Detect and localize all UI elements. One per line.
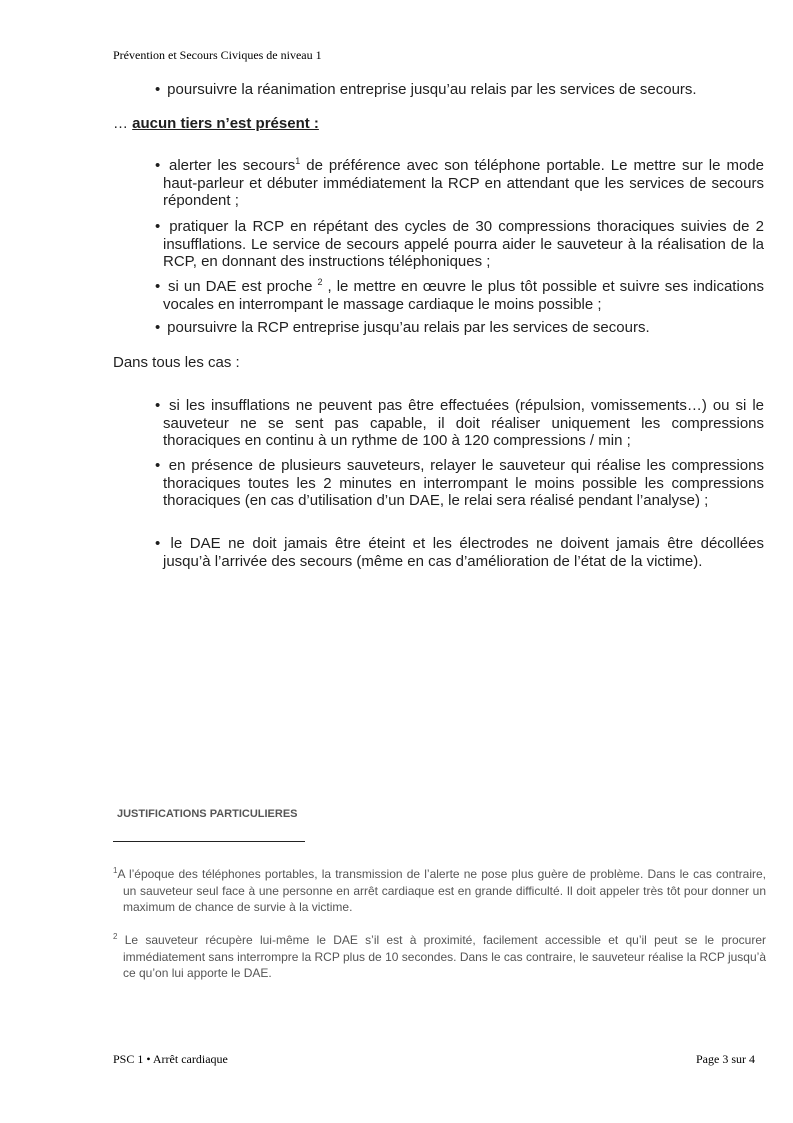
section-heading-no-third-party (113, 115, 319, 132)
bullet-alert-rescue (155, 157, 764, 210)
bullet-aed-never-off (155, 535, 764, 570)
heading-prefix: … (113, 115, 133, 132)
bullet-text-before: si un DAE est proche (168, 278, 318, 295)
footer-document-title: PSC 1 • Arrêt cardiaque (113, 1052, 228, 1066)
bullet-text: le DAE ne doit jamais être éteint et les électrodes ne doivent jamais être décollées jusqu’à l’arrivée des secours (même en cas d’amélioration de l’état de la victime). (163, 535, 764, 570)
footnote-marker-1: 1 (113, 866, 118, 875)
bullet-continue-resuscitation (155, 81, 764, 99)
footnote-ref-2[interactable]: 2 (317, 277, 323, 287)
bullet-dot: • (155, 218, 161, 235)
bullet-text: pratiquer la RCP en répétant des cycles de 30 compressions thoraciques suivies de 2 insufflations. Le service de secours appelé pourra aider le sauveteur à la réalisation de la RCP, en donnant des instructions téléphoniques ; (163, 218, 764, 270)
section-heading-all-cases: Dans tous les cas : (113, 354, 240, 371)
bullet-text: poursuivre la RCP entreprise jusqu’au relais par les services de secours. (167, 319, 650, 336)
bullet-dot: • (155, 397, 161, 414)
bullet-text-before: alerter les secours (169, 157, 296, 174)
bullet-dot: • (155, 535, 161, 552)
bullet-text: si les insufflations ne peuvent pas être effectuées (répulsion, vomissements…) ou si le sauveteur ne se sent pas capable, il doit réaliser uniquement les compressions thoraciques en continu à un rythme de 100 à 120 compressions / min ; (163, 397, 764, 449)
bullet-use-aed (155, 278, 764, 313)
running-header: Prévention et Secours Civiques de niveau 1 (113, 48, 322, 62)
footnote-1 (113, 866, 766, 916)
bullet-dot: • (155, 81, 161, 98)
bullet-dot: • (155, 157, 161, 174)
bullet-text-after: , le mettre en œuvre le plus tôt possible et suivre ses indications vocales en interrompant le massage cardiaque le moins possible ; (163, 278, 764, 313)
footnote-text: Le sauveteur récupère lui-même le DAE s’il est à proximité, facilement accessible et qu’il peut se le procurer immédiatement sans interrompre la RCP plus de 10 secondes. Dans le cas contraire, le sauveteur réalise la RCP jusqu’à ce qu’on lui apporte le DAE. (117, 933, 766, 980)
footnote-ref-1[interactable]: 1 (295, 156, 301, 166)
footnote-2 (113, 932, 766, 982)
footer-page-number: Page 3 sur 4 (696, 1052, 755, 1066)
heading-text: aucun tiers n’est présent : (132, 115, 319, 132)
bullet-text: poursuivre la réanimation entreprise jusqu’au relais par les services de secours. (167, 81, 697, 98)
footnote-marker-2: 2 (113, 932, 118, 941)
bullet-dot: • (155, 457, 161, 474)
bullet-text-after: de préférence avec son téléphone portable. Le mettre sur le mode haut-parleur et débuter immédiatement la RCP en attendant que les services de secours répondent ; (163, 157, 764, 209)
bullet-continuous-compressions (155, 397, 764, 450)
footnote-text: A l’époque des téléphones portables, la transmission de l’alerte ne pose plus guère de problème. Dans le cas contraire, un sauveteur seul face à une personne en arrêt cardiaque est en grande difficulté. Il doit appeler très tôt pour donner un maximum de chance de survie à la victime. (117, 867, 766, 914)
bullet-continue-cpr (155, 319, 764, 337)
justifications-title: JUSTIFICATIONS PARTICULIERES (117, 808, 298, 820)
footnote-separator (113, 841, 305, 842)
bullet-dot: • (155, 319, 161, 336)
bullet-text: en présence de plusieurs sauveteurs, relayer le sauveteur qui réalise les compressions thoraciques toutes les 2 minutes en interrompant le moins possible les compressions thoraciques (en cas d’utilisation d’un DAE, le relai sera réalisé pendant l’analyse) ; (163, 457, 764, 509)
bullet-relay-rescuers (155, 457, 764, 510)
bullet-dot: • (155, 278, 161, 295)
bullet-perform-cpr (155, 218, 764, 271)
